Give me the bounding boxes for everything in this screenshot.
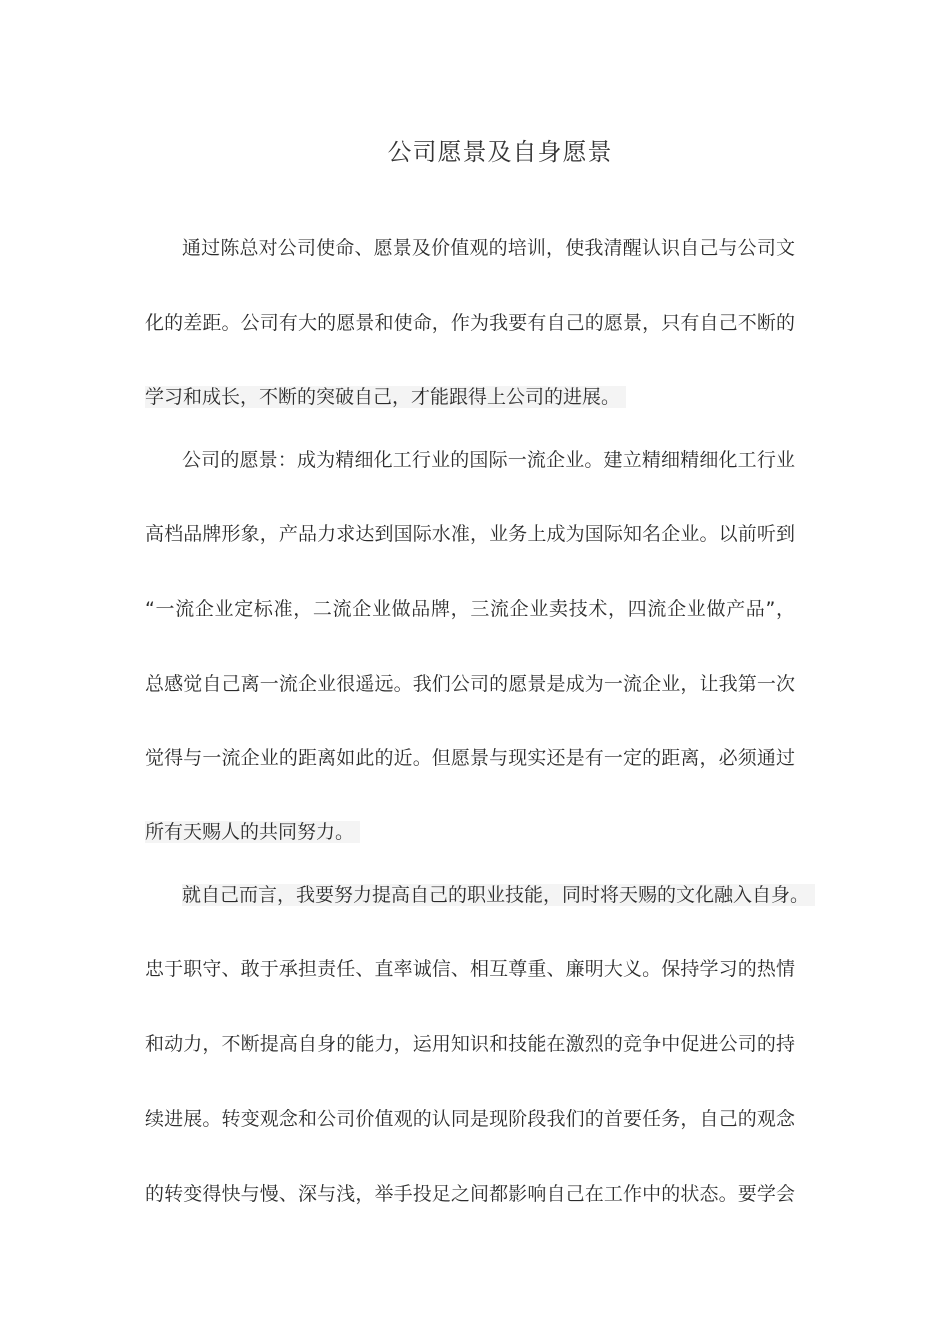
paragraph-1-line-2: 化的差距。公司有大的愿景和使命，作为我要有自己的愿景，只有自己不断的 [145,312,795,334]
paragraph-2-line-5: 觉得与一流企业的距离如此的近。但愿景与现实还是有一定的距离，必须通过 [145,747,795,769]
paragraph-3-line-5: 的转变得快与慢、深与浅，举手投足之间都影响自己在工作中的状态。要学会 [145,1183,795,1205]
paragraph-2-line-4: 总感觉自己离一流企业很遥远。我们公司的愿景是成为一流企业，让我第一次 [145,673,795,695]
paragraph-2-line-3 [145,595,795,623]
paragraph-3-line-2: 忠于职守、敢于承担责任、直率诚信、相互尊重、廉明大义。保持学习的热情 [145,958,795,980]
paragraph-1-line-3-text: 学习和成长，不断的突破自己，才能跟得上公司的进展。 [145,386,626,408]
paragraph-2-line-1: 公司的愿景：成为精细化工行业的国际一流企业。建立精细精细化工行业 [182,449,795,471]
paragraph-3-line-3: 和动力，不断提高自身的能力，运用知识和技能在激烈的竞争中促进公司的持 [145,1033,795,1055]
paragraph-3-line-1-text: 就自己而言，我要努力提高自己的职业技能，同时将天赐的文化融入自身。 [182,884,815,906]
paragraph-2-line-2: 高档品牌形象，产品力求达到国际水准，业务上成为国际知名企业。以前听到 [145,523,795,545]
document-title: 公司愿景及自身愿景 [387,138,613,166]
paragraph-1-line-3 [145,383,626,411]
paragraph-3-line-4: 续进展。转变观念和公司价值观的认同是现阶段我们的首要任务，自己的观念 [145,1108,795,1130]
paragraph-3-line-1 [182,881,815,909]
paragraph-1-line-1: 通过陈总对公司使命、愿景及价值观的培训，使我清醒认识自己与公司文 [182,237,795,259]
paragraph-2-line-6 [145,818,360,846]
paragraph-2-line-3-text: “一流企业定标准，二流企业做品牌，三流企业卖技术，四流企业做产品”， [145,598,795,620]
paragraph-2-line-6-text: 所有天赐人的共同努力。 [145,821,360,843]
